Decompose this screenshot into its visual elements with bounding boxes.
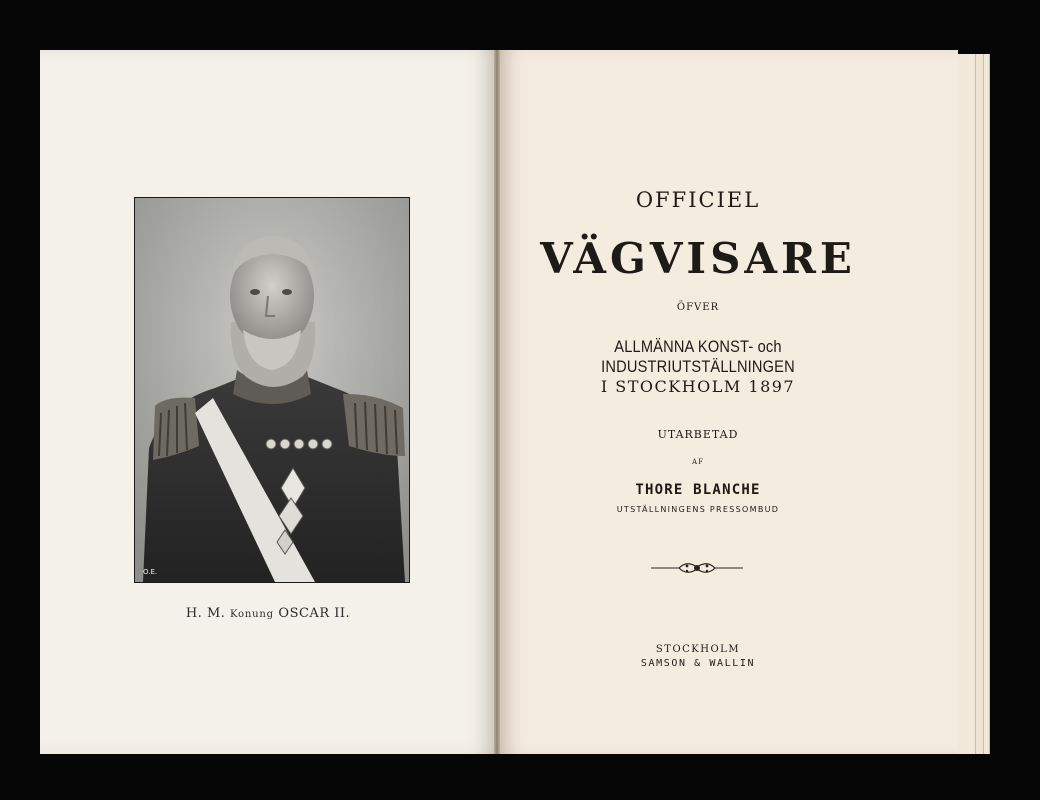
imprint-publisher: SAMSON & WALLIN [640,658,756,669]
title-ofver: ÖFVER [676,302,720,313]
king-portrait-photo [135,198,409,582]
author-role: UTSTÄLLNINGENS PRESSOMBUD [616,505,780,514]
portrait-initials: O.E. [143,568,158,576]
main-title: VÄGVISARE [540,234,856,283]
ornament-divider [651,558,743,578]
portrait-caption [40,606,496,621]
title-officiel: OFFICIEL [635,188,761,212]
caption-prefix: H. M. [185,606,226,621]
location-year: I STOCKHOLM 1897 [600,377,796,396]
caption-title-word: Konung [230,609,274,620]
utarbetad-label: UTARBETAD [657,428,739,441]
caption-name: OSCAR II. [278,606,351,621]
af-label: AF [692,458,704,466]
imprint-city: STOCKHOLM [655,644,741,655]
portrait-frame [134,197,410,583]
exhibition-name: ALLMÄNNA KONST- och INDUSTRIUTSTÄLLNINGEN [601,337,795,376]
author-name: THORE BLANCHE [635,482,761,498]
